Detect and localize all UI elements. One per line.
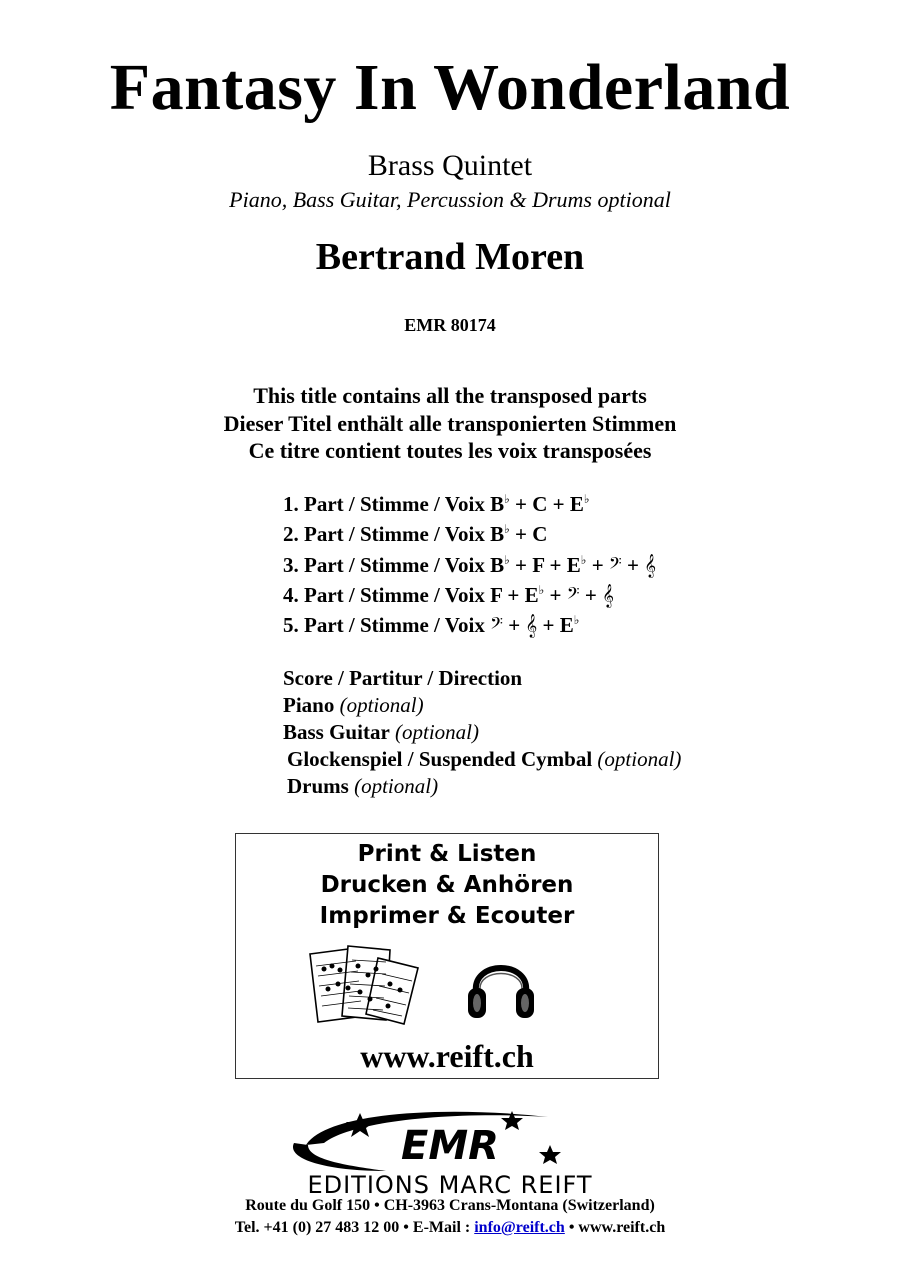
part-keys: B♭ + F + E♭ + 𝄢 + 𝄞 [490,553,657,577]
extra-name: Piano [283,693,335,717]
contact-tel: Tel. +41 (0) 27 483 12 00 • E-Mail : [234,1219,471,1236]
part-keys: B♭ + C + E♭ [490,492,590,516]
emr-logo [230,1105,670,1197]
email-link[interactable]: info@reift.ch [474,1219,565,1236]
extra-note: (optional) [354,774,439,798]
extra-drums [287,773,438,799]
extra-glockenspiel [287,746,681,772]
part-2 [283,516,547,547]
part-5 [283,607,579,638]
catalog-number: EMR 80174 [404,315,496,335]
extra-note: (optional) [395,720,480,744]
contact-web[interactable]: • www.reift.ch [568,1219,666,1236]
part-label: 4. Part / Stimme / Voix [283,583,485,607]
extra-name: Glockenspiel / Suspended Cymbal [287,747,593,771]
extra-bass-guitar [283,719,479,745]
part-keys: B♭ + C [490,522,548,546]
print-listen-box [235,833,659,1079]
instrumentation: Piano, Bass Guitar, Percussion & Drums optional [229,187,671,212]
part-label: 2. Part / Stimme / Voix [283,522,485,546]
part-keys: 𝄢 + 𝄞 + E♭ [490,613,580,637]
promo-line-en: Print & Listen [357,841,537,867]
publisher-address: Route du Golf 150 • CH-3963 Crans-Montana (Switzerland) [245,1197,655,1214]
promo-line-fr: Imprimer & Ecouter [319,903,575,929]
extra-note: (optional) [597,747,682,771]
publisher-name: EDITIONS MARC REIFT [307,1171,593,1197]
logo-text: EMR [401,1123,499,1169]
notice-en: This title contains all the transposed parts [253,383,647,408]
publisher-contact [0,1217,900,1239]
promo-line-de: Drucken & Anhören [320,872,574,898]
extra-name: Score / Partitur / Direction [283,666,523,690]
extra-name: Bass Guitar [283,720,390,744]
page-title: Fantasy In Wonderland [109,51,791,124]
part-label: 5. Part / Stimme / Voix [283,613,485,637]
sheet-music-icon [308,944,420,1026]
part-label: 3. Part / Stimme / Voix [283,553,485,577]
subtitle: Brass Quintet [367,149,533,182]
part-3 [283,547,656,578]
website-link[interactable]: www.reift.ch [360,1038,534,1074]
extra-piano [283,692,424,718]
extra-score [283,665,522,691]
extra-note: (optional) [339,693,424,717]
notice-de: Dieser Titel enthält alle transponierten Stimmen [223,411,677,436]
part-keys: F + E♭ + 𝄢 + 𝄞 [490,583,614,607]
composer: Bertrand Moren [315,236,585,278]
extra-name: Drums [287,774,349,798]
notice-fr: Ce titre contient toutes les voix transposées [248,438,652,463]
headphones-icon [466,946,536,1022]
part-1 [283,486,590,517]
part-4 [283,577,614,608]
part-label: 1. Part / Stimme / Voix [283,492,485,516]
